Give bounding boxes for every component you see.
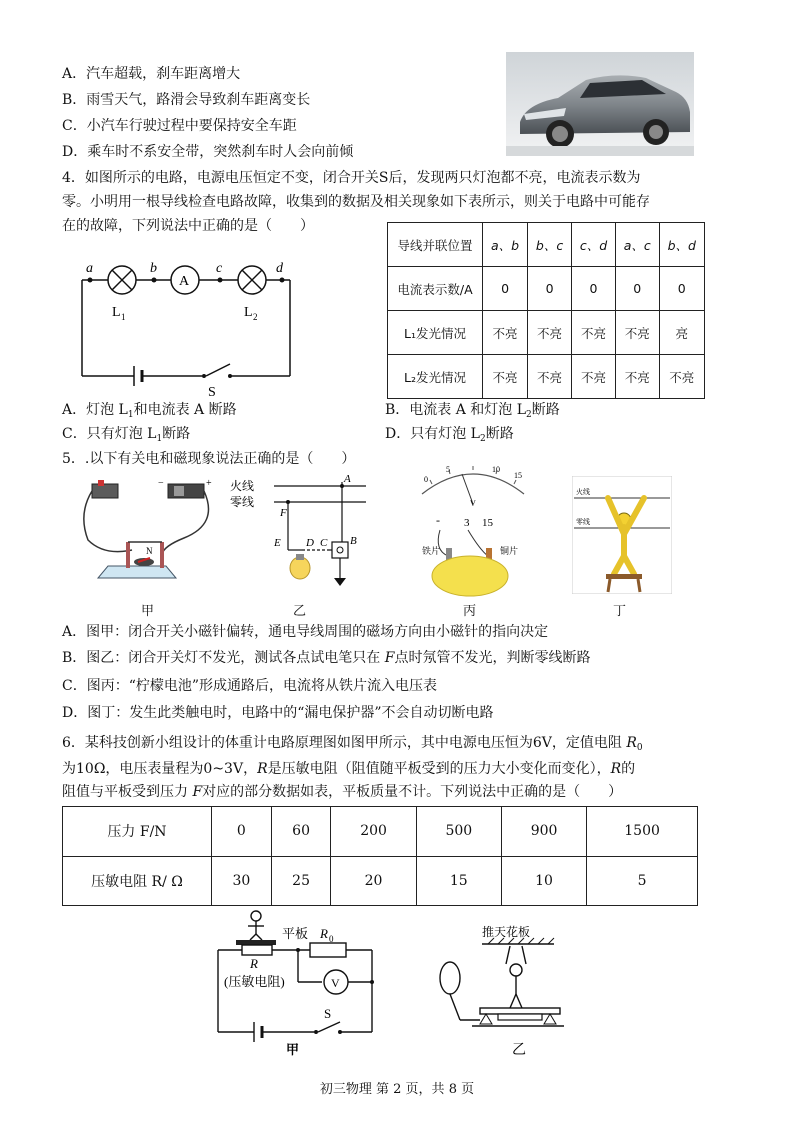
table-cell: 不亮: [615, 355, 659, 399]
svg-text:N: N: [146, 546, 153, 556]
q4-option-d-text: D．只有灯泡 L: [385, 426, 480, 442]
yi-point-f: F: [280, 507, 287, 519]
table-cell: 200: [331, 807, 416, 857]
node-a-label: a: [86, 261, 93, 276]
q6-r-label: R: [250, 956, 258, 971]
table-header-cell: b、d: [659, 223, 705, 267]
table-cell: 不亮: [659, 355, 705, 399]
table-cell: 5: [587, 856, 698, 906]
q4-option-a-tail: 和电流表 A 断路: [133, 402, 237, 418]
q3-option-b: B．雨雪天气，路滑会导致刹车距离变长: [62, 92, 311, 108]
table-cell: 1500: [587, 807, 698, 857]
q6-stem-3: [62, 782, 622, 802]
q6-stem-3-tail: 对应的部分数据如表，平板质量不计。下列说法中正确的是（ ）: [202, 784, 623, 800]
q5-option-b-point: F: [384, 650, 395, 666]
table-cell: 15: [416, 856, 501, 906]
table-cell: 不亮: [615, 311, 659, 355]
lamp-l2-label: L: [244, 305, 253, 320]
q4-option-c-tail: 断路: [162, 426, 191, 442]
q6-switch-label: S: [324, 1006, 332, 1021]
bing-v-label: V: [470, 499, 476, 508]
q6-pressure-sensor-label: (压敏电阻): [224, 974, 285, 989]
table-row: [388, 311, 705, 355]
caption-jia: 甲: [141, 604, 155, 619]
q5-option-d: D．图丁：发生此类触电时，电路中的“漏电保护器”不会自动切断电路: [62, 705, 494, 721]
fig-bing-lemon-battery: [410, 460, 536, 600]
svg-text:−: −: [158, 478, 164, 489]
q4-option-d: [385, 424, 514, 449]
yi-zero-label: 零线: [230, 495, 255, 509]
q4-circuit-diagram: [68, 250, 308, 400]
bing-minus-terminal: -: [436, 513, 440, 527]
q4-option-a-text: A．灯泡 L: [62, 402, 128, 418]
bing-scale-0: 0: [424, 475, 428, 484]
table-cell: L₂发光情况: [388, 355, 483, 399]
bing-scale-10: 10: [492, 465, 500, 474]
fig-jia-compass: [74, 474, 224, 586]
node-d-label: d: [276, 261, 283, 276]
table-cell: 0: [615, 267, 659, 311]
table-cell: 电流表示数/A: [388, 267, 483, 311]
yi-point-c: C: [320, 537, 328, 549]
q4-option-b-tail: 断路: [531, 402, 560, 418]
table-cell: 不亮: [483, 355, 528, 399]
q6-fig-jia-circuit: [210, 908, 390, 1058]
q3-option-c: C．小汽车行驶过程中要保持安全车距: [62, 118, 297, 134]
caption-yi: 乙: [293, 604, 307, 619]
table-cell: 0: [572, 267, 616, 311]
q4-option-d-sub: 2: [479, 434, 486, 444]
node-c-label: c: [216, 261, 223, 276]
q3-option-d: D．乘车时不系安全带，突然刹车时人会向前倾: [62, 144, 354, 160]
caption-ding: 丁: [613, 604, 627, 619]
table-cell: 0: [212, 807, 272, 857]
q5-option-b-tail: 点时氖管不发光，判断零线断路: [394, 650, 591, 666]
page-footer: 初三物理 第 2 页，共 8 页: [319, 1082, 475, 1097]
table-cell: 压敏电阻 R/ Ω: [63, 856, 212, 906]
q6-r0-symbol: R: [626, 735, 637, 751]
lamp-l2-sub: 2: [253, 312, 258, 322]
q6-fig-yi-push-ceiling: [432, 922, 582, 1062]
car-photo: [506, 52, 694, 156]
yi-point-d: D: [306, 537, 314, 549]
table-cell: 不亮: [572, 355, 616, 399]
caption-bing: 丙: [463, 604, 477, 619]
q6-caption-jia: 甲: [286, 1042, 300, 1057]
table-header-cell: c、d: [572, 223, 616, 267]
svg-text:+: +: [206, 478, 212, 489]
table-row: [63, 856, 698, 906]
bing-3-terminal: 3: [464, 517, 470, 529]
q6-stem-1: [62, 733, 643, 758]
node-b-label: b: [150, 261, 157, 276]
q4-stem-2: 零。小明用一根导线检查电路故障，收集到的数据及相关现象如下表所示，则关于电路中可能存: [62, 194, 650, 210]
table-cell: 不亮: [528, 311, 572, 355]
q5-option-b-text: B．图乙：闭合开关灯不发光，测试各点试电笔只在: [62, 650, 385, 666]
table-cell: 60: [271, 807, 331, 857]
table-cell: 10: [501, 856, 586, 906]
q4-option-a-sub: 1: [127, 410, 134, 420]
q6-voltmeter-label: V: [331, 976, 340, 990]
table-header-cell: a、c: [615, 223, 659, 267]
q4-option-b-sub: 2: [526, 410, 532, 420]
bing-copper-label: 铜片: [500, 546, 519, 556]
yi-fire-label: 火线: [230, 479, 255, 493]
q4-option-b: [385, 400, 560, 425]
table-cell: 亮: [659, 311, 705, 355]
q6-stem-3-text: 阻值与平板受到压力: [62, 784, 193, 800]
table-row: [388, 267, 705, 311]
yi-point-a: A: [344, 473, 351, 485]
fig-yi-wiring: [226, 472, 370, 594]
table-cell: 900: [501, 807, 586, 857]
q6-stem-1-text: 6．某科技创新小组设计的体重计电路原理图如图甲所示，其中电源电压恒为6V，定值电阻: [62, 735, 627, 751]
table-row: [63, 807, 698, 857]
q5-option-b: [62, 648, 590, 668]
table-cell: 不亮: [572, 311, 616, 355]
table-cell: 500: [416, 807, 501, 857]
q4-stem-3: 在的故障，下列说法中正确的是（ ）: [62, 218, 314, 234]
q6-r-symbol: R: [257, 761, 268, 777]
table-header-cell: a、b: [483, 223, 528, 267]
table-cell: 25: [271, 856, 331, 906]
bing-15-terminal: 15: [482, 517, 493, 529]
q3-option-a: A．汽车超载，刹车距离增大: [62, 66, 241, 82]
q6-data-table: [62, 806, 698, 906]
q6-ceiling-label: 推天花板: [482, 925, 531, 939]
ammeter-label: A: [179, 274, 190, 289]
table-cell: 20: [331, 856, 416, 906]
table-row: [388, 355, 705, 399]
q6-r0-sub: 0: [636, 743, 643, 753]
q4-option-b-text: B．电流表 A 和灯泡 L: [385, 402, 527, 418]
table-cell: 不亮: [528, 355, 572, 399]
q4-option-c: [62, 424, 190, 449]
yi-point-b: B: [350, 535, 357, 547]
table-header-cell: 导线并联位置: [388, 223, 483, 267]
bing-scale-15: 15: [514, 471, 522, 480]
q6-caption-yi: 乙: [512, 1043, 526, 1058]
ding-zero-label: 零线: [576, 518, 590, 526]
q5-option-a: A．图甲：闭合开关小磁针偏转，通电导线周围的磁场方向由小磁针的指向决定: [62, 624, 549, 640]
bing-iron-label: 铁片: [422, 546, 441, 556]
fig-ding-electric-shock: [572, 476, 672, 594]
table-cell: 不亮: [483, 311, 528, 355]
q4-option-c-text: C．只有灯泡 L: [62, 426, 157, 442]
q6-stem-2-mid: 是压敏电阻（阻值随平板受到的压力大小变化而变化），: [267, 761, 611, 777]
q5-option-c: C．图丙：“柠檬电池”形成通路后，电流将从铁片流入电压表: [62, 678, 438, 694]
q6-f-symbol: F: [192, 784, 203, 800]
q6-r0-label-sub: 0: [329, 934, 334, 944]
table-header-cell: b、c: [528, 223, 572, 267]
q4-option-d-tail: 断路: [485, 426, 514, 442]
q5-stem: 5．.以下有关电和磁现象说法正确的是（ ）: [62, 451, 356, 467]
q4-option-c-sub: 1: [156, 434, 163, 444]
q4-data-table: [387, 222, 705, 399]
q6-stem-2-text: 为10Ω，电压表量程为0~3V，: [62, 761, 258, 777]
table-cell: 30: [212, 856, 272, 906]
q6-r0-label: R: [320, 926, 328, 941]
q6-stem-2-tail: 的: [621, 761, 636, 777]
q4-option-a: [62, 400, 237, 425]
switch-label: S: [208, 385, 216, 400]
bing-scale-5: 5: [446, 465, 450, 474]
q6-stem-2: [62, 759, 635, 779]
table-cell: 0: [659, 267, 705, 311]
table-cell: L₁发光情况: [388, 311, 483, 355]
table-cell: 压力 F/N: [63, 807, 212, 857]
ding-fire-label: 火线: [576, 488, 590, 496]
q4-stem-1: 4．如图所示的电路，电源电压恒定不变，闭合开关S后，发现两只灯泡都不亮，电流表示数为: [62, 170, 641, 186]
lamp-l1-label: L: [112, 305, 121, 320]
table-cell: 0: [528, 267, 572, 311]
table-cell: 0: [483, 267, 528, 311]
q6-r-symbol-2: R: [610, 761, 622, 777]
q6-plate-label: 平板: [282, 926, 309, 941]
yi-point-e: E: [274, 537, 281, 549]
lamp-l1-sub: 1: [121, 312, 126, 322]
